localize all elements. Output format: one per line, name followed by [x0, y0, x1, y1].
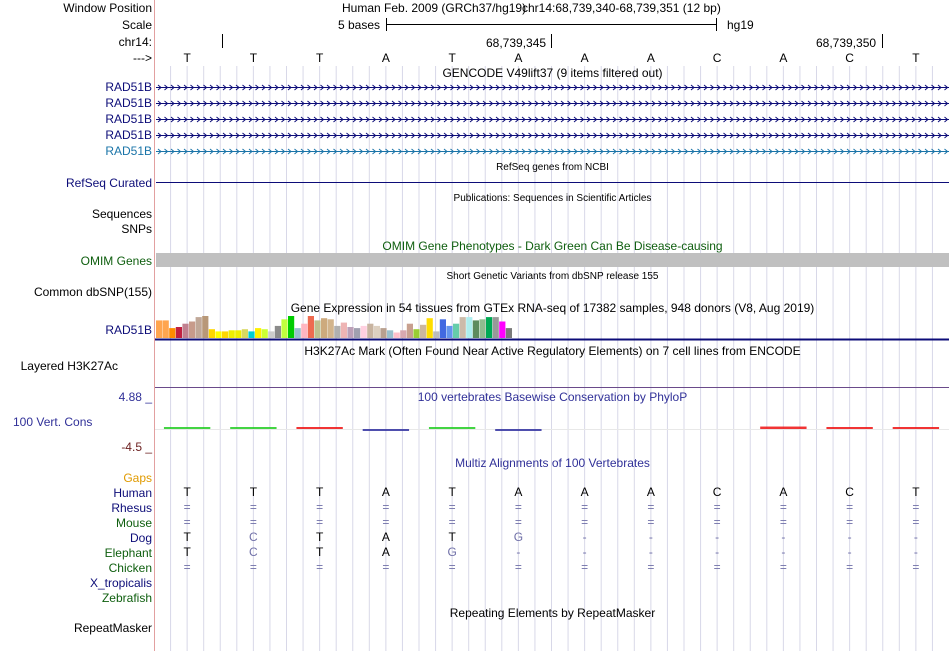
alignment-base: = — [382, 560, 390, 574]
multiz-gaps-label[interactable]: Gaps — [123, 471, 152, 485]
alignment-base: = — [183, 560, 191, 574]
alignment-base: A — [381, 530, 390, 544]
ruler-tick — [551, 34, 552, 48]
gene-chevron-lines — [156, 85, 949, 154]
alignment-base: = — [514, 560, 522, 574]
gtex-tissue-bar — [215, 331, 221, 338]
alignment-base: A — [514, 485, 523, 499]
phylop-bar — [429, 427, 475, 429]
alignment-base: T — [315, 530, 324, 544]
alignment-base: A — [646, 485, 655, 499]
gtex-tissue-bar — [347, 327, 353, 338]
alignment-base: C — [249, 530, 258, 544]
gtex-tissue-bar — [308, 316, 314, 338]
gtex-tissue-bar — [163, 320, 169, 338]
h3k27ac-track-label[interactable]: Layered H3K27Ac — [20, 359, 118, 373]
alignment-base: A — [381, 545, 390, 559]
multiz-species-label[interactable]: Mouse — [115, 516, 152, 530]
alignment-base: = — [713, 500, 721, 514]
gtex-tissue-bar — [479, 319, 485, 338]
alignment-base: = — [448, 515, 456, 529]
sequence-base: T — [448, 51, 456, 65]
alignment-base: = — [581, 560, 589, 574]
gtex-tissue-bar — [499, 322, 505, 339]
gtex-tissue-bar — [446, 326, 452, 338]
alignment-base: = — [647, 500, 655, 514]
alignment-base: = — [514, 515, 522, 529]
phylop-bar — [296, 427, 342, 429]
alignment-base: = — [647, 515, 655, 529]
scale-bar-graphics — [386, 18, 717, 31]
alignment-base: C — [845, 485, 854, 499]
gtex-tissue-bar — [262, 329, 268, 338]
gtex-tissue-bar — [242, 329, 248, 338]
dbsnp-track-label[interactable]: Common dbSNP(155) — [33, 285, 152, 299]
sequence-base: T — [183, 51, 191, 65]
alignment-base: - — [781, 545, 786, 559]
alignment-base: C — [712, 485, 722, 499]
scale-label: Scale — [121, 18, 152, 32]
window-position: chr14:68,739,340-68,739,351 (12 bp) — [522, 1, 721, 15]
multiz-species-label[interactable]: Zebrafish — [101, 591, 152, 605]
alignment-base: = — [514, 500, 522, 514]
scale-db: hg19 — [727, 18, 754, 32]
phylop-bar — [164, 427, 210, 429]
alignment-base: = — [382, 500, 390, 514]
h3k27ac-track-title[interactable]: H3K27Ac Mark (Often Found Near Active Regulatory Elements) on 7 cell lines from ENCODE — [304, 344, 801, 358]
alignment-base: = — [249, 500, 257, 514]
gtex-tissue-bar — [387, 330, 393, 338]
gtex-tissue-bar — [433, 331, 439, 338]
alignment-base: - — [582, 530, 587, 544]
refseq-track-label[interactable]: RefSeq Curated — [65, 176, 152, 190]
sequence-base: C — [712, 51, 722, 65]
dbsnp-track-title[interactable]: Short Genetic Variants from dbSNP release 155 — [446, 271, 659, 282]
gencode-gene-label[interactable]: RAD51B — [105, 96, 152, 110]
alignment-base: = — [779, 560, 787, 574]
sequence-base: A — [646, 51, 655, 65]
publications-track-title[interactable]: Publications: Sequences in Scientific Articles — [453, 193, 652, 204]
base-gridlines — [171, 66, 933, 651]
gencode-gene-label[interactable]: RAD51B — [105, 80, 152, 94]
gtex-tissue-bar — [334, 326, 340, 338]
gtex-tissue-bar — [380, 328, 386, 338]
alignment-base: A — [779, 485, 788, 499]
refseq-track-title[interactable]: RefSeq genes from NCBI — [496, 162, 609, 173]
phylop-bar — [826, 427, 872, 429]
gtex-tissue-bar — [222, 331, 228, 338]
alignment-base: = — [183, 500, 191, 514]
publications-label-snps[interactable]: SNPs — [121, 222, 152, 236]
phylop-min-label: -4.5 _ — [121, 440, 152, 454]
alignment-base: - — [715, 545, 720, 559]
multiz-track-title[interactable]: Multiz Alignments of 100 Vertebrates — [455, 456, 650, 470]
gtex-tissue-bar — [460, 317, 466, 338]
gtex-tissue-bar — [169, 328, 175, 338]
gencode-gene-label[interactable]: RAD51B — [105, 128, 152, 142]
gtex-track-label[interactable]: RAD51B — [105, 323, 152, 337]
alignment-base: T — [315, 545, 324, 559]
coordinate-1: 68,739,345 — [486, 36, 547, 50]
omim-bar — [156, 253, 949, 267]
gtex-tissue-bar — [235, 330, 241, 338]
phylop-track-title[interactable]: 100 vertebrates Basewise Conservation by PhyloP — [417, 390, 688, 404]
gtex-tissue-bar — [394, 333, 400, 339]
alignment-base: - — [648, 530, 653, 544]
multiz-species-label[interactable]: Elephant — [104, 546, 152, 560]
sequence-base: A — [779, 51, 788, 65]
phylop-track-label[interactable]: 100 Vert. Cons — [13, 415, 93, 429]
alignment-base: = — [382, 515, 390, 529]
alignment-base: = — [448, 500, 456, 514]
alignment-base: = — [647, 560, 655, 574]
multiz-species-label[interactable]: Dog — [129, 531, 152, 545]
alignment-base: - — [913, 545, 918, 559]
omim-track-title[interactable]: OMIM Gene Phenotypes - Dark Green Can Be Disease-causing — [382, 239, 723, 253]
alignment-base: T — [249, 485, 258, 499]
alignment-base: - — [516, 545, 521, 559]
sequence-base: C — [845, 51, 854, 65]
gtex-tissue-bar — [229, 330, 235, 338]
gtex-tissue-bar — [407, 324, 413, 338]
sequence-base: T — [249, 51, 258, 65]
gtex-tissue-bar — [374, 326, 380, 338]
gtex-tissue-bar — [473, 320, 479, 338]
alignment-base: A — [381, 485, 390, 499]
gtex-tissue-bar — [361, 326, 367, 338]
sequence-base: A — [580, 51, 589, 65]
alignment-base: = — [912, 515, 920, 529]
coordinate-2: 68,739,350 — [816, 36, 877, 50]
gtex-tissue-bar — [176, 327, 182, 338]
alignment-base: T — [315, 485, 324, 499]
alignment-base: = — [846, 500, 854, 514]
alignment-base: = — [316, 500, 324, 514]
gtex-tissue-bar — [506, 328, 512, 338]
gtex-tissue-bar — [440, 319, 446, 338]
scale-text: 5 bases — [338, 18, 381, 32]
gtex-tissue-bar — [341, 323, 347, 338]
gtex-track-title[interactable]: Gene Expression in 54 tissues from GTEx RNA-seq of 17382 samples, 948 donors (V8, Aug 2019) — [290, 301, 815, 315]
gtex-tissue-bar — [486, 317, 492, 338]
sequence-base: A — [514, 51, 523, 65]
assembly-name: Human Feb. 2009 (GRCh37/hg19) — [342, 1, 527, 15]
gtex-tissue-bar — [354, 328, 360, 338]
gtex-tissue-bar — [314, 320, 320, 338]
alignment-base: = — [316, 560, 324, 574]
gencode-track-title[interactable]: GENCODE V49lift37 (9 items filtered out) — [442, 66, 663, 80]
sequence-base: A — [381, 51, 390, 65]
gtex-tissue-bar — [400, 330, 406, 338]
alignment-base: T — [183, 530, 191, 544]
alignment-base: T — [448, 530, 456, 544]
alignment-base: - — [847, 545, 852, 559]
alignment-base: = — [581, 500, 589, 514]
gtex-tissue-bar — [281, 319, 287, 338]
multiz-species-label[interactable]: Rhesus — [111, 501, 152, 515]
alignment-base: G — [513, 530, 524, 544]
gtex-tissue-bar — [427, 318, 433, 338]
gtex-tissue-bar — [268, 331, 274, 338]
gtex-tissue-bar — [301, 324, 307, 338]
alignment-base: - — [715, 530, 720, 544]
alignment-base: - — [582, 545, 587, 559]
alignment-base: A — [580, 485, 589, 499]
phylop-bar — [760, 427, 806, 429]
multiz-species-label[interactable]: Chicken — [108, 561, 152, 575]
gtex-tissue-bar — [420, 325, 426, 338]
omim-track-label[interactable]: OMIM Genes — [80, 254, 152, 268]
gtex-tissue-bar — [275, 326, 281, 338]
gtex-tissue-bar — [255, 328, 261, 338]
alignment-base: T — [183, 485, 191, 499]
alignment-base: G — [447, 545, 457, 559]
alignment-base: = — [779, 500, 787, 514]
phylop-bar — [893, 427, 939, 429]
multiz-species-label[interactable]: Human — [113, 486, 152, 500]
alignment-base: = — [912, 560, 920, 574]
alignment-base: = — [448, 560, 456, 574]
alignment-base: - — [781, 530, 786, 544]
alignment-base: = — [713, 515, 721, 529]
alignment-base: = — [249, 515, 257, 529]
phylop-max-label: 4.88 _ — [118, 390, 152, 404]
phylop-bar — [495, 429, 541, 431]
alignment-base: T — [448, 485, 456, 499]
strand-arrow-label: ---> — [133, 51, 152, 65]
gtex-tissue-bar — [196, 317, 202, 338]
gtex-tissue-bar — [202, 316, 208, 338]
alignment-base: = — [249, 560, 257, 574]
alignment-base: = — [316, 515, 324, 529]
repeatmasker-track-title[interactable]: Repeating Elements by RepeatMasker — [449, 606, 656, 620]
gtex-tissue-bar — [453, 324, 459, 338]
ruler-tick — [882, 34, 883, 48]
gtex-tissue-bar — [182, 324, 188, 338]
multiz-species-label[interactable]: X_tropicalis — [89, 576, 152, 590]
repeatmasker-track-label[interactable]: RepeatMasker — [73, 621, 152, 635]
gencode-gene-label[interactable]: RAD51B — [105, 144, 152, 158]
gtex-tissue-bar — [367, 324, 373, 338]
alignment-base: = — [912, 500, 920, 514]
alignment-base: = — [846, 560, 854, 574]
alignment-base: - — [648, 545, 653, 559]
gtex-tissue-bar — [288, 316, 294, 338]
alignment-base: = — [779, 515, 787, 529]
omim-bar-graphics — [156, 253, 949, 267]
gtex-tissue-bar — [209, 329, 215, 338]
gtex-tissue-bar — [466, 317, 472, 338]
sequence-base: T — [315, 51, 324, 65]
sequence-base: T — [912, 51, 920, 65]
ruler-tick — [222, 34, 223, 48]
alignment-base: = — [581, 515, 589, 529]
gtex-tissue-bar — [189, 322, 195, 339]
gtex-tissue-bar — [328, 319, 334, 338]
gtex-tissue-bar — [248, 331, 254, 338]
alignment-base: T — [912, 485, 920, 499]
alignment-base: - — [847, 530, 852, 544]
phylop-bar — [363, 429, 409, 431]
gtex-tissue-bar — [413, 329, 419, 338]
gtex-tissue-bar — [321, 318, 327, 338]
publications-label-sequences[interactable]: Sequences — [91, 207, 152, 221]
alignment-base: C — [249, 545, 258, 559]
gtex-tissue-bar — [156, 320, 162, 338]
phylop-bar — [230, 427, 276, 429]
gencode-gene-label[interactable]: RAD51B — [105, 112, 152, 126]
alignment-base: = — [846, 515, 854, 529]
alignment-base: = — [183, 515, 191, 529]
chrom-label: chr14: — [118, 35, 152, 49]
alignment-base: = — [713, 560, 721, 574]
alignment-base: - — [913, 530, 918, 544]
gtex-tissue-bar — [295, 328, 301, 338]
window-position-label: Window Position — [63, 1, 152, 15]
gtex-tissue-bar — [493, 317, 499, 338]
alignment-base: T — [183, 545, 191, 559]
